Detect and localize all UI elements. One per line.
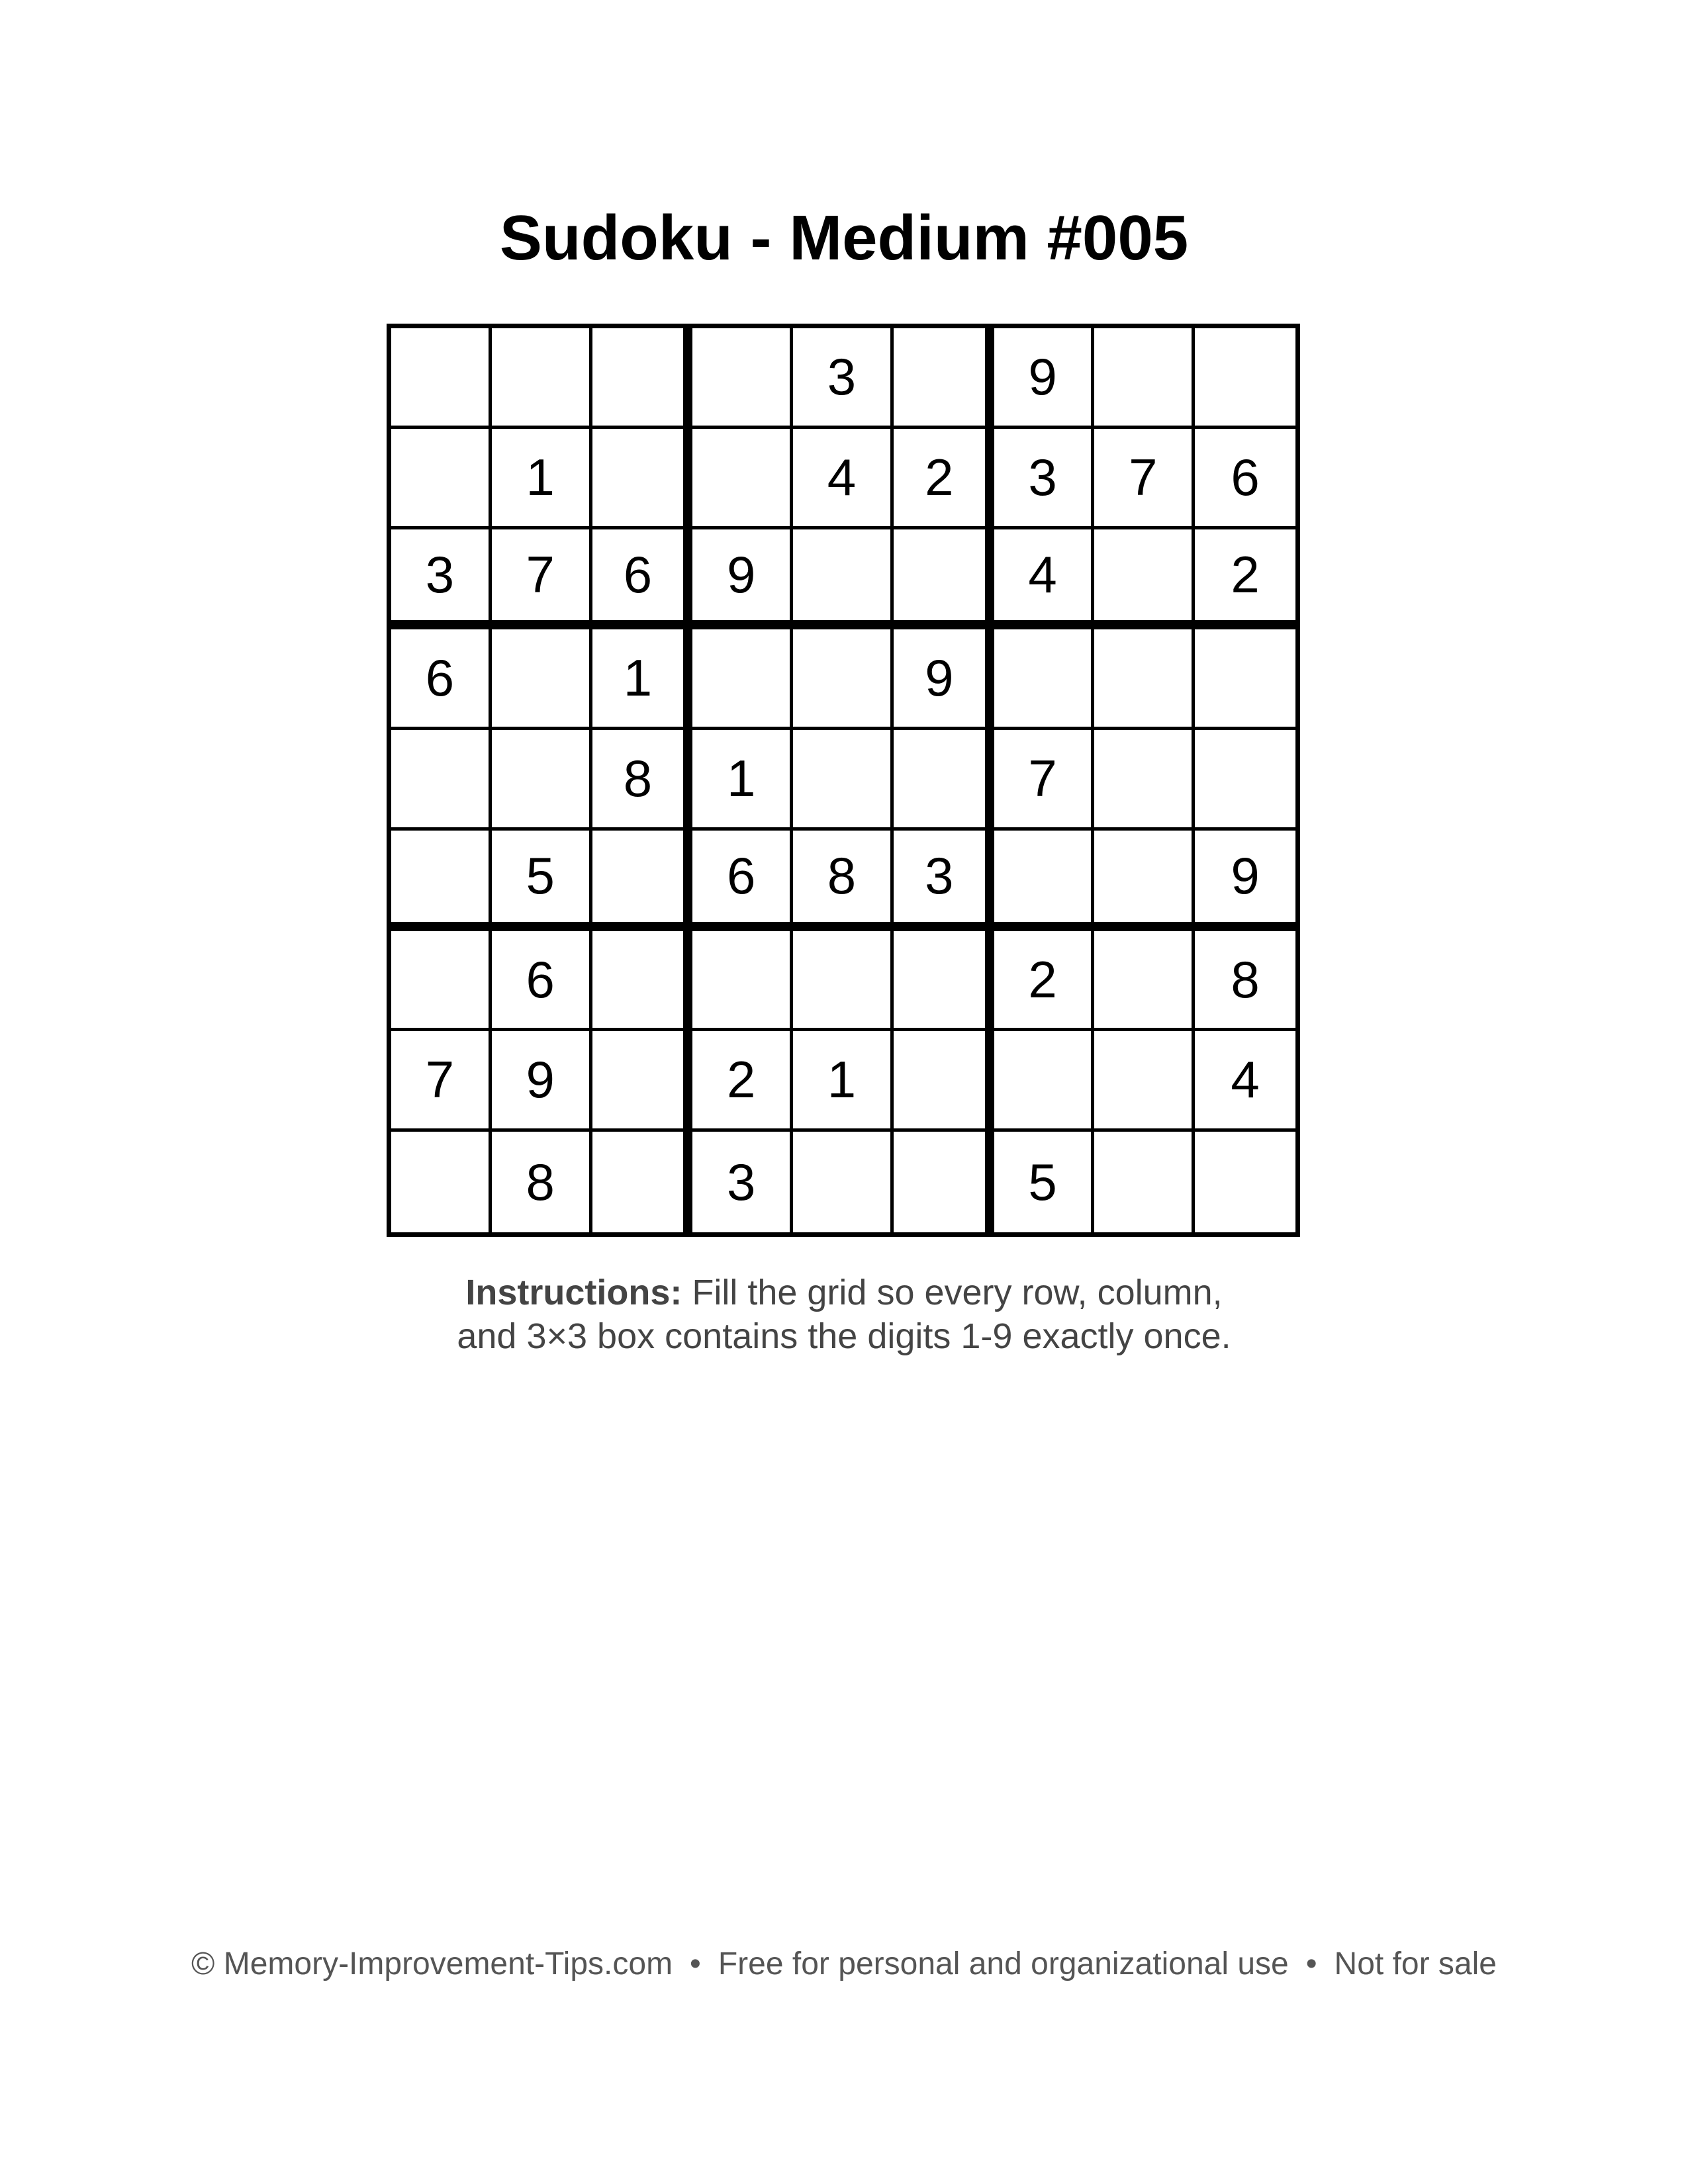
sudoku-cell-r8-c7[interactable] — [994, 1031, 1095, 1132]
sudoku-cell-r5-c4[interactable]: 1 — [692, 730, 793, 831]
footer-separator: • — [690, 1946, 701, 1981]
sudoku-cell-r5-c2[interactable] — [492, 730, 592, 831]
sudoku-cell-r3-c8[interactable] — [1094, 529, 1195, 630]
sudoku-cell-r6-c6[interactable]: 3 — [894, 831, 994, 931]
page-title: Sudoku - Medium #005 — [499, 203, 1189, 273]
sudoku-cell-r7-c9[interactable]: 8 — [1195, 931, 1295, 1032]
sudoku-cell-r9-c7[interactable]: 5 — [994, 1132, 1095, 1232]
sudoku-cell-r8-c5[interactable]: 1 — [793, 1031, 894, 1132]
sudoku-cell-r7-c2[interactable]: 6 — [492, 931, 592, 1032]
sudoku-cell-r2-c4[interactable] — [692, 429, 793, 529]
instructions-line-1 — [0, 1271, 1688, 1314]
sudoku-cell-r7-c4[interactable] — [692, 931, 793, 1032]
sudoku-cell-r8-c9[interactable]: 4 — [1195, 1031, 1295, 1132]
sudoku-cell-r4-c6[interactable]: 9 — [894, 629, 994, 730]
sudoku-cell-r3-c1[interactable]: 3 — [391, 529, 492, 630]
footer-usage: Free for personal and organizational use — [718, 1946, 1289, 1981]
sudoku-cell-r9-c3[interactable] — [592, 1132, 693, 1232]
sudoku-cell-r7-c6[interactable] — [894, 931, 994, 1032]
sudoku-cell-r9-c4[interactable]: 3 — [692, 1132, 793, 1232]
sudoku-cell-r8-c4[interactable]: 2 — [692, 1031, 793, 1132]
sudoku-cell-r8-c8[interactable] — [1094, 1031, 1195, 1132]
sudoku-cell-r7-c8[interactable] — [1094, 931, 1195, 1032]
sudoku-cell-r9-c5[interactable] — [793, 1132, 894, 1232]
sudoku-cell-r3-c3[interactable]: 6 — [592, 529, 693, 630]
sudoku-cell-r5-c1[interactable] — [391, 730, 492, 831]
sudoku-cell-r5-c9[interactable] — [1195, 730, 1295, 831]
instructions — [0, 1271, 1688, 1358]
sudoku-cell-r4-c7[interactable] — [994, 629, 1095, 730]
sudoku-cell-r1-c5[interactable]: 3 — [793, 328, 894, 429]
sudoku-cell-r6-c4[interactable]: 6 — [692, 831, 793, 931]
sudoku-cell-r6-c8[interactable] — [1094, 831, 1195, 931]
sudoku-cell-r4-c9[interactable] — [1195, 629, 1295, 730]
footer-separator: • — [1305, 1946, 1317, 1981]
sudoku-cell-r3-c7[interactable]: 4 — [994, 529, 1095, 630]
sudoku-cell-r3-c5[interactable] — [793, 529, 894, 630]
sudoku-cell-r3-c6[interactable] — [894, 529, 994, 630]
sudoku-cell-r2-c6[interactable]: 2 — [894, 429, 994, 529]
instructions-label: Instructions: — [465, 1273, 682, 1312]
sudoku-cell-r9-c9[interactable] — [1195, 1132, 1295, 1232]
sudoku-cell-r7-c1[interactable] — [391, 931, 492, 1032]
sudoku-cell-r1-c7[interactable]: 9 — [994, 328, 1095, 429]
sudoku-cell-r6-c3[interactable] — [592, 831, 693, 931]
footer-sale: Not for sale — [1334, 1946, 1497, 1981]
sudoku-cell-r2-c2[interactable]: 1 — [492, 429, 592, 529]
sudoku-cell-r4-c8[interactable] — [1094, 629, 1195, 730]
sudoku-cell-r9-c2[interactable]: 8 — [492, 1132, 592, 1232]
sudoku-cell-r2-c9[interactable]: 6 — [1195, 429, 1295, 529]
sudoku-cell-r2-c7[interactable]: 3 — [994, 429, 1095, 529]
sudoku-cell-r5-c7[interactable]: 7 — [994, 730, 1095, 831]
footer-copyright: © Memory-Improvement-Tips.com — [191, 1946, 673, 1981]
sudoku-cell-r2-c8[interactable]: 7 — [1094, 429, 1195, 529]
sudoku-cell-r8-c2[interactable]: 9 — [492, 1031, 592, 1132]
sudoku-cell-r6-c5[interactable]: 8 — [793, 831, 894, 931]
sudoku-cell-r1-c3[interactable] — [592, 328, 693, 429]
instructions-text-1: Fill the grid so every row, column, — [682, 1273, 1223, 1312]
sudoku-cell-r5-c6[interactable] — [894, 730, 994, 831]
sudoku-cell-r4-c5[interactable] — [793, 629, 894, 730]
sudoku-cell-r8-c1[interactable]: 7 — [391, 1031, 492, 1132]
sudoku-cell-r6-c9[interactable]: 9 — [1195, 831, 1295, 931]
sudoku-cell-r6-c1[interactable] — [391, 831, 492, 931]
sudoku-cell-r1-c4[interactable] — [692, 328, 793, 429]
sudoku-cell-r1-c6[interactable] — [894, 328, 994, 429]
sudoku-cell-r4-c3[interactable]: 1 — [592, 629, 693, 730]
sudoku-cell-r4-c4[interactable] — [692, 629, 793, 730]
sudoku-cell-r8-c3[interactable] — [592, 1031, 693, 1132]
sudoku-cell-r1-c9[interactable] — [1195, 328, 1295, 429]
sudoku-cell-r6-c2[interactable]: 5 — [492, 831, 592, 931]
sudoku-cell-r2-c5[interactable]: 4 — [793, 429, 894, 529]
sudoku-cell-r8-c6[interactable] — [894, 1031, 994, 1132]
sudoku-cell-r3-c4[interactable]: 9 — [692, 529, 793, 630]
sudoku-cell-r7-c5[interactable] — [793, 931, 894, 1032]
sudoku-cell-r4-c1[interactable]: 6 — [391, 629, 492, 730]
sudoku-cell-r1-c1[interactable] — [391, 328, 492, 429]
sudoku-cell-r5-c8[interactable] — [1094, 730, 1195, 831]
sudoku-cell-r3-c9[interactable]: 2 — [1195, 529, 1295, 630]
sudoku-cell-r4-c2[interactable] — [492, 629, 592, 730]
sudoku-cell-r1-c2[interactable] — [492, 328, 592, 429]
sudoku-cell-r9-c8[interactable] — [1094, 1132, 1195, 1232]
sudoku-cell-r7-c3[interactable] — [592, 931, 693, 1032]
sudoku-cell-r2-c1[interactable] — [391, 429, 492, 529]
instructions-text-2: and 3×3 box contains the digits 1-9 exactly once. — [457, 1316, 1231, 1356]
sudoku-cell-r5-c3[interactable]: 8 — [592, 730, 693, 831]
sudoku-cell-r6-c7[interactable] — [994, 831, 1095, 931]
sudoku-cell-r1-c8[interactable] — [1094, 328, 1195, 429]
sudoku-cell-r5-c5[interactable] — [793, 730, 894, 831]
sudoku-cell-r9-c1[interactable] — [391, 1132, 492, 1232]
sudoku-cell-r9-c6[interactable] — [894, 1132, 994, 1232]
sudoku-cell-r2-c3[interactable] — [592, 429, 693, 529]
footer — [0, 1944, 1688, 1984]
sudoku-cell-r7-c7[interactable]: 2 — [994, 931, 1095, 1032]
sudoku-grid — [387, 324, 1300, 1237]
sudoku-cell-r3-c2[interactable]: 7 — [492, 529, 592, 630]
